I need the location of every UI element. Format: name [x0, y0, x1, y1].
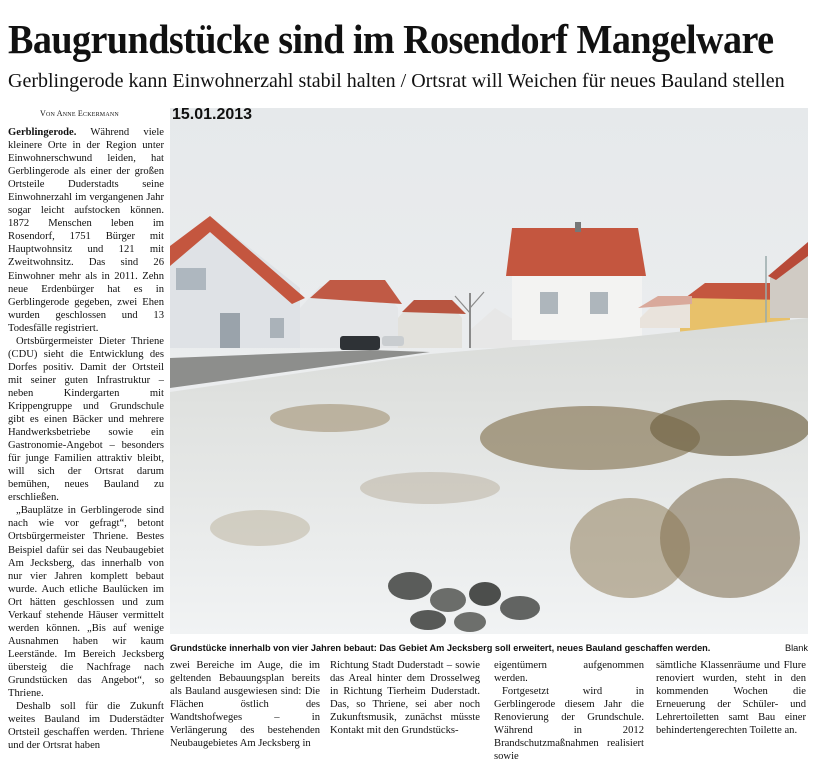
column-4-text-2: Fortgesetzt wird in Gerblingerode diesem Jahr die Renovierung der Grundschule. Während in 2012 Brandschutzmaßnahmen realisiert sowie [494, 686, 644, 763]
date-stamp: 15.01.2013 [172, 106, 253, 123]
paragraph-4: Deshalb soll für die Zukunft weites Bauland im Duderstädter Ortsteil geschaffen werden. Thriene und der Ortsrat haben [8, 701, 164, 752]
headline: Baugrundstücke sind im Rosendorf Mangelware [8, 16, 774, 62]
article-column-2 [170, 659, 320, 765]
paragraph-3: „Bauplätze in Gerblingerode sind nach wie vor gefragt“, betont Ortsbürgermeister Thriene. Bestes Beispiel dafür sei das Neubaugebiet Am Jecksberg, das innerhalb von nur vier Jahren komplett bebaut wurde. Auch etliche Baulücken im Ort hätten geschlossen und zum Verkauf stehende Häuser vermittelt werden können. „Bis auf wenige Ausnahmen haben wir kaum Leerstände. Im Bereich Jecksberg übersteig die Nachfrage nach Grundstücken das Angebot“, so Thriene. [8, 505, 164, 700]
photo-caption: Grundstücke innerhalb von vier Jahren bebaut: Das Gebiet Am Jecksberg soll erweitert, neues Bauland geschaffen werden. [170, 643, 711, 653]
article-column-1 [8, 126, 164, 762]
paragraph-1 [8, 126, 164, 335]
dateline: Gerblingerode. [8, 127, 77, 138]
byline: Von Anne Eckermann [40, 109, 119, 118]
article-column-4 [494, 659, 644, 765]
article-photo [170, 108, 808, 634]
paragraph-2: Ortsbürgermeister Dieter Thriene (CDU) sieht die Entwicklung des Dorfes positiv. Damit der Ortsteil mit seiner guten Infrastruktur – neben Kindergarten mit Krippengruppe und Grundschule gibt es einen Bäcker und mehrere Handwerksbetriebe sowie ein Gastronomie-Angebot – besonders für junge Familien attraktiv bleibt, will sich der Ortsrat darum bemühen, neues Bauland zu erschließen. [8, 335, 164, 504]
photo-credit: Blank [785, 643, 808, 653]
column-3-text: Richtung Stadt Duderstadt – sowie das Areal hinter dem Drosselweg in Richtung Tierheim Duderstadt. Das, so Thriene, sei aber noch Zukunftsmusik, zunächst müsste Kontakt mit den Grundstücks- [330, 660, 480, 737]
subheadline: Gerblingerode kann Einwohnerzahl stabil halten / Ortsrat will Weichen für neues Bauland stellen [8, 70, 785, 92]
article-column-5 [656, 659, 806, 765]
paragraph-1-text: Während viele kleinere Orte in der Region unter Einwohnerschwund leiden, hat Gerblingerode als einer der großen Ortsteile Duderstadts seine Einwohnerzahl im vergangenen Jahr sogar leicht aufstocken können. 1872 Menschen leben im Rosendorf, 1751 Bürger mit Hauptwohnsitz und 121 mit Zweitwohnsitz. Das sind 26 Einwohner mehr als in 2011. Zehn neue Erdenbürger hat es in Gerblingerode gegeben, zwei Ehen wurden geschlossen und 13 Todesfälle registriert. [8, 127, 164, 334]
photo-illustration [170, 108, 808, 634]
column-2-text: zwei Bereiche im Auge, die im geltenden Bebauungsplan bereits als Bauland ausgewiesen sind: Die Flächen östlich des Wandtshofweges – in Verlängerung des bestehenden Neubaugebietes Am Jecksberg in [170, 660, 320, 750]
article-column-3 [330, 659, 480, 765]
column-5-text: sämtliche Klassenräume und Flure renoviert wurden, steht in den kommenden Wochen die Erneuerung der Schüler- und Lehrertoiletten samt Bau einer behindertengerechten Toilette an. [656, 660, 806, 737]
column-4-text-1: eigentümern aufgenommen werden. [494, 660, 644, 685]
